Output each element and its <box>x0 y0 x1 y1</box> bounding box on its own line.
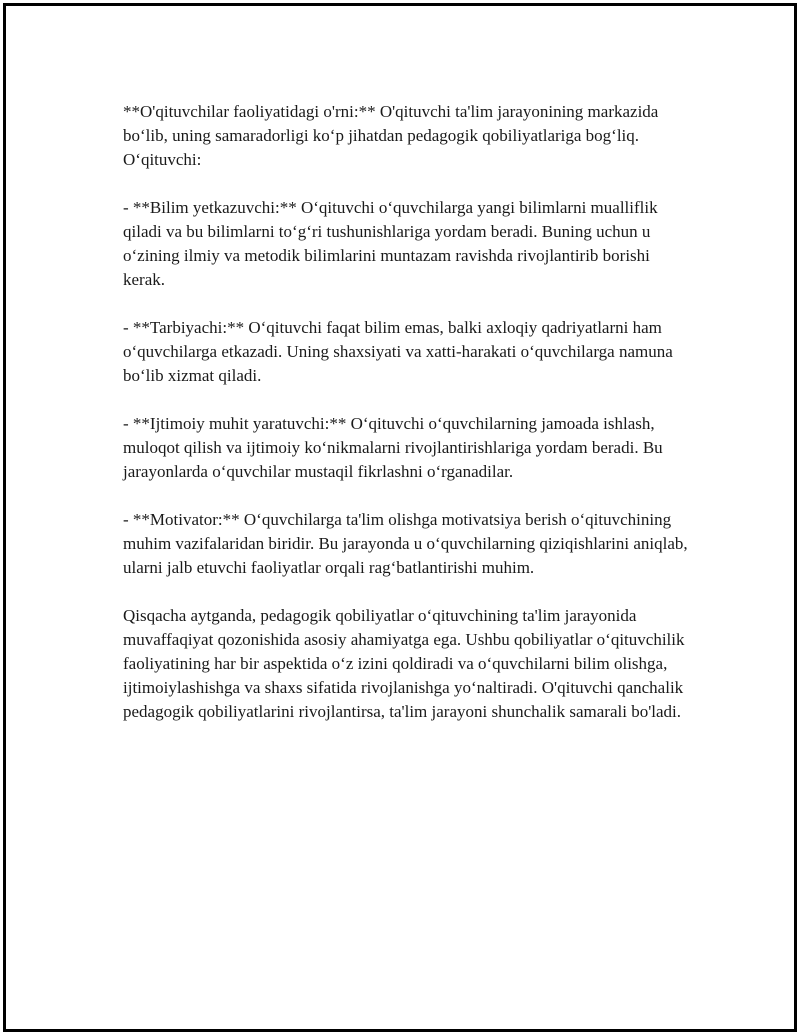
paragraph-intro: **O'qituvchilar faoliyatidagi o'rni:** O'qituvchi ta'lim jarayonining markazida bo‘lib, uning samaradorligi ko‘p jihatdan pedagogik qobiliyatlariga bog‘liq. O‘qituvchi: <box>123 102 659 169</box>
document-body <box>123 100 693 748</box>
paragraph-motivator: - **Motivator:** O‘quvchilarga ta'lim olishga motivatsiya berish o‘qituvchining muhim vazifalaridan biridir. Bu jarayonda u o‘quvchilarning qiziqishlarini aniqlab, ularni jalb etuvchi faoliyatlar orqali rag‘batlantirishi muhim. <box>123 510 688 577</box>
paragraph-tarbiyachi: - **Tarbiyachi:** O‘qituvchi faqat bilim emas, balki axloqiy qadriyatlarni ham o‘quvchilarga etkazadi. Uning shaxsiyati va xatti-harakati o‘quvchilarga namuna bo‘lib xizmat qiladi. <box>123 318 673 385</box>
page-frame <box>3 3 797 1032</box>
paragraph-ijtimoiy-muhit: - **Ijtimoiy muhit yaratuvchi:** O‘qituvchi o‘quvchilarning jamoada ishlash, muloqot qilish va ijtimoiy ko‘nikmalarni rivojlantirishlariga yordam beradi. Bu jarayonlarda o‘quvchilar mustaqil fikrlashni o‘rganadilar. <box>123 414 663 481</box>
paragraph-bilim-yetkazuvchi: - **Bilim yetkazuvchi:** O‘qituvchi o‘quvchilarga yangi bilimlarni mualliflik qiladi va bu bilimlarni to‘g‘ri tushunishlariga yordam beradi. Buning uchun u o‘zining ilmiy va metodik bilimlarini muntazam ravishda rivojlantirib borishi kerak. <box>123 198 658 289</box>
paragraph-conclusion: Qisqacha aytganda, pedagogik qobiliyatlar o‘qituvchining ta'lim jarayonida muvaffaqiyat qozonishida asosiy ahamiyatga ega. Ushbu qobiliyatlar o‘qituvchilik faoliyatining har bir aspektida o‘z izini qoldiradi va o‘quvchilarni bilim olishga, ijtimoiylashishga va shaxs sifatida rivojlanishga yo‘naltiradi. O'qituvchi qanchalik pedagogik qobiliyatlarini rivojlantirsa, ta'lim jarayoni shunchalik samarali bo'ladi. <box>123 606 685 721</box>
